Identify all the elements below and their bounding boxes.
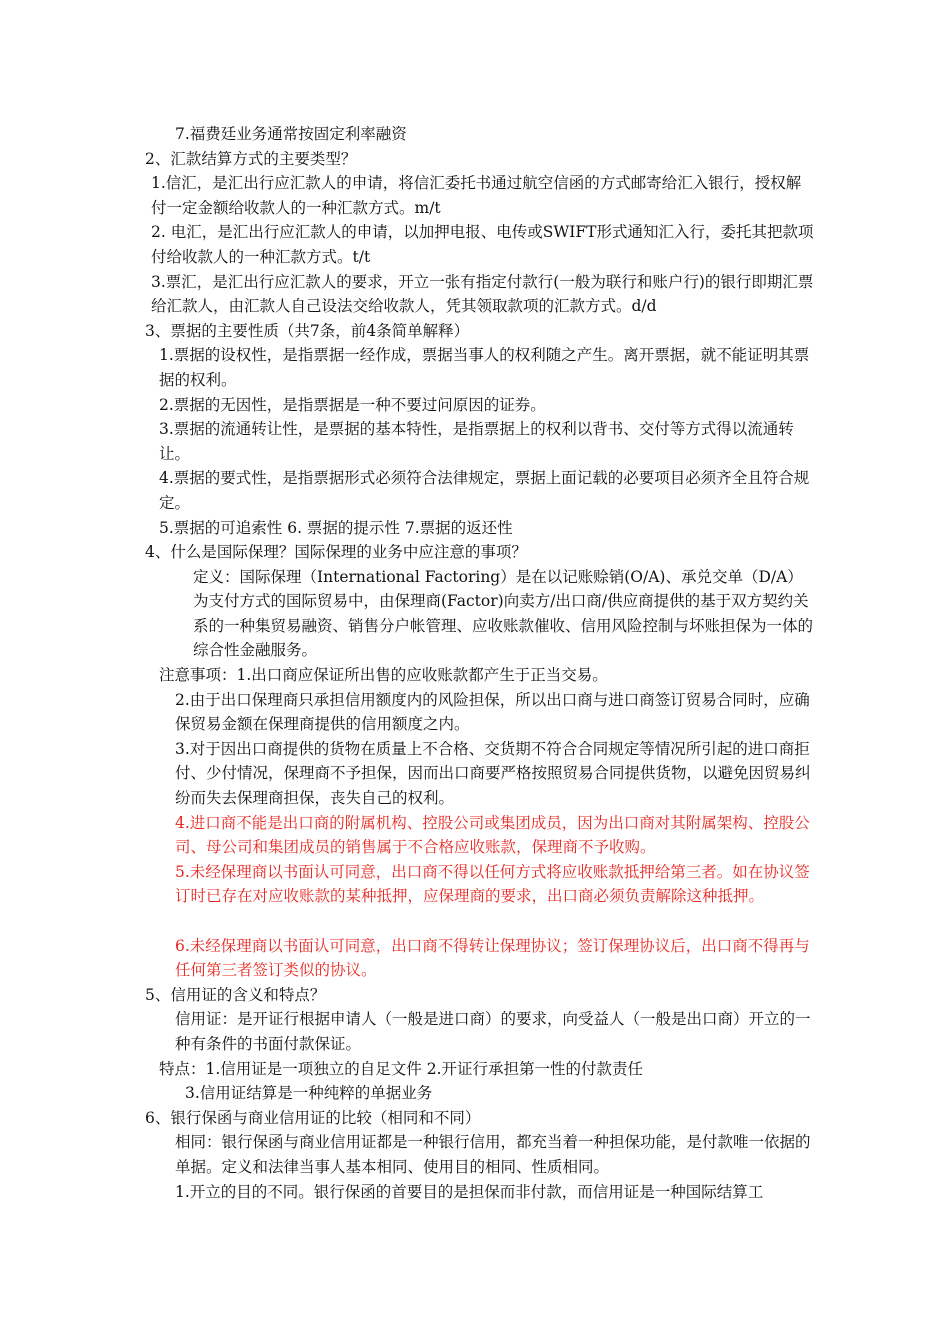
section-heading: 2、汇款结算方式的主要类型？: [145, 149, 357, 168]
highlighted-text-line: 4.进口商不能是出口商的附属机构、控股公司或集团成员，因为出口商对其附属架构、控股公司、母公司和集团成员的销售属于不合格应收账款，保理商不予收购。: [175, 813, 810, 857]
section-heading: 5、信用证的含义和特点？: [145, 985, 326, 1004]
blank-line: [145, 909, 815, 934]
text-line: 4.票据的要式性，是指票据形式必须符合法律规定，票据上面记载的必要项目必须齐全且符合规定。: [159, 469, 810, 512]
highlighted-text-line: 6.未经保理商以书面认可同意，出口商不得转让保理协议；签订保理协议后，出口商不得再与任何第三者签订类似的协议。: [175, 936, 810, 980]
text-line: 5.票据的可追索性 6. 票据的提示性 7.票据的返还性: [159, 518, 513, 537]
text-line: 信用证：是开证行根据申请人（一般是进口商）的要求，向受益人（一般是出口商）开立的一种有条件的书面付款保证。: [175, 1010, 811, 1053]
text-line: 2. 电汇，是汇出行应汇款人的申请，以加押电报、电传或SWIFT形式通知汇入行，委托其把款项付给收款人的一种汇款方式。t/t: [151, 223, 814, 266]
text-line: 3.票据的流通转让性，是票据的基本特性，是指票据上的权利以背书、交付等方式得以流通转让。: [159, 420, 794, 463]
section-heading: 6、银行保函与商业信用证的比较（相同和不同）: [145, 1108, 481, 1127]
section-heading: 3、票据的主要性质（共7条，前4条简单解释）: [145, 321, 470, 340]
text-line: 特点：1.信用证是一项独立的自足文件 2.开证行承担第一性的付款责任: [159, 1059, 644, 1078]
text-line: 2.票据的无因性，是指票据是一种不要过问原因的证券。: [159, 395, 546, 414]
text-line: 相同：银行保函与商业信用证都是一种银行信用，都充当着一种担保功能，是付款唯一依据的单据。定义和法律当事人基本相同、使用目的相同、性质相同。: [175, 1133, 811, 1176]
text-line: 1.信汇，是汇出行应汇款人的申请，将信汇委托书通过航空信函的方式邮寄给汇入银行，授权解付一定金额给收款人的一种汇款方式。m/t: [151, 174, 802, 217]
document-page: [145, 122, 815, 1204]
highlighted-text-line: 5.未经保理商以书面认可同意，出口商不得以任何方式将应收账款抵押给第三者。如在协议签订时已存在对应收账款的某种抵押，应保理商的要求，出口商必须负责解除这种抵押。: [175, 862, 810, 906]
text-line: 定义：国际保理（International Factoring）是在以记账赊销(O/A)、承兑交单（D/A）为支付方式的国际贸易中，由保理商(Factor)向卖方/出口商/供应商提供的基于双方契约关系的一种集贸易融资、销售分户帐管理、应收账款催收、信用风险控制与坏账担保为一体的综合性金融服务。: [193, 567, 814, 660]
text-line: 2.由于出口保理商只承担信用额度内的风险担保，所以出口商与进口商签订贸易合同时，应确保贸易金额在保理商提供的信用额度之内。: [175, 690, 810, 734]
text-line: 注意事项：1.出口商应保证所出售的应收账款都产生于正当交易。: [159, 666, 608, 685]
text-line: 1.开立的目的不同。银行保函的首要目的是担保而非付款，而信用证是一种国际结算工: [175, 1182, 764, 1201]
section-heading: 4、什么是国际保理？国际保理的业务中应注意的事项？: [145, 543, 527, 562]
text-line: 7.福费廷业务通常按固定利率融资: [175, 125, 407, 143]
text-line: 3.对于因出口商提供的货物在质量上不合格、交货期不符合合同规定等情况所引起的进口商拒付、少付情况，保理商不予担保，因而出口商要严格按照贸易合同提供货物，以避免因贸易纠纷而失去保理商担保，丧失自己的权利。: [175, 739, 811, 808]
text-line: 3.信用证结算是一种纯粹的单据业务: [185, 1084, 433, 1103]
text-line: 3.票汇，是汇出行应汇款人的要求，开立一张有指定付款行(一般为联行和账户行)的银行即期汇票给汇款人，由汇款人自己设法交给收款人，凭其领取款项的汇款方式。d/d: [151, 272, 814, 316]
text-line: 1.票据的设权性，是指票据一经作成，票据当事人的权利随之产生。离开票据，就不能证明其票据的权利。: [159, 346, 810, 389]
